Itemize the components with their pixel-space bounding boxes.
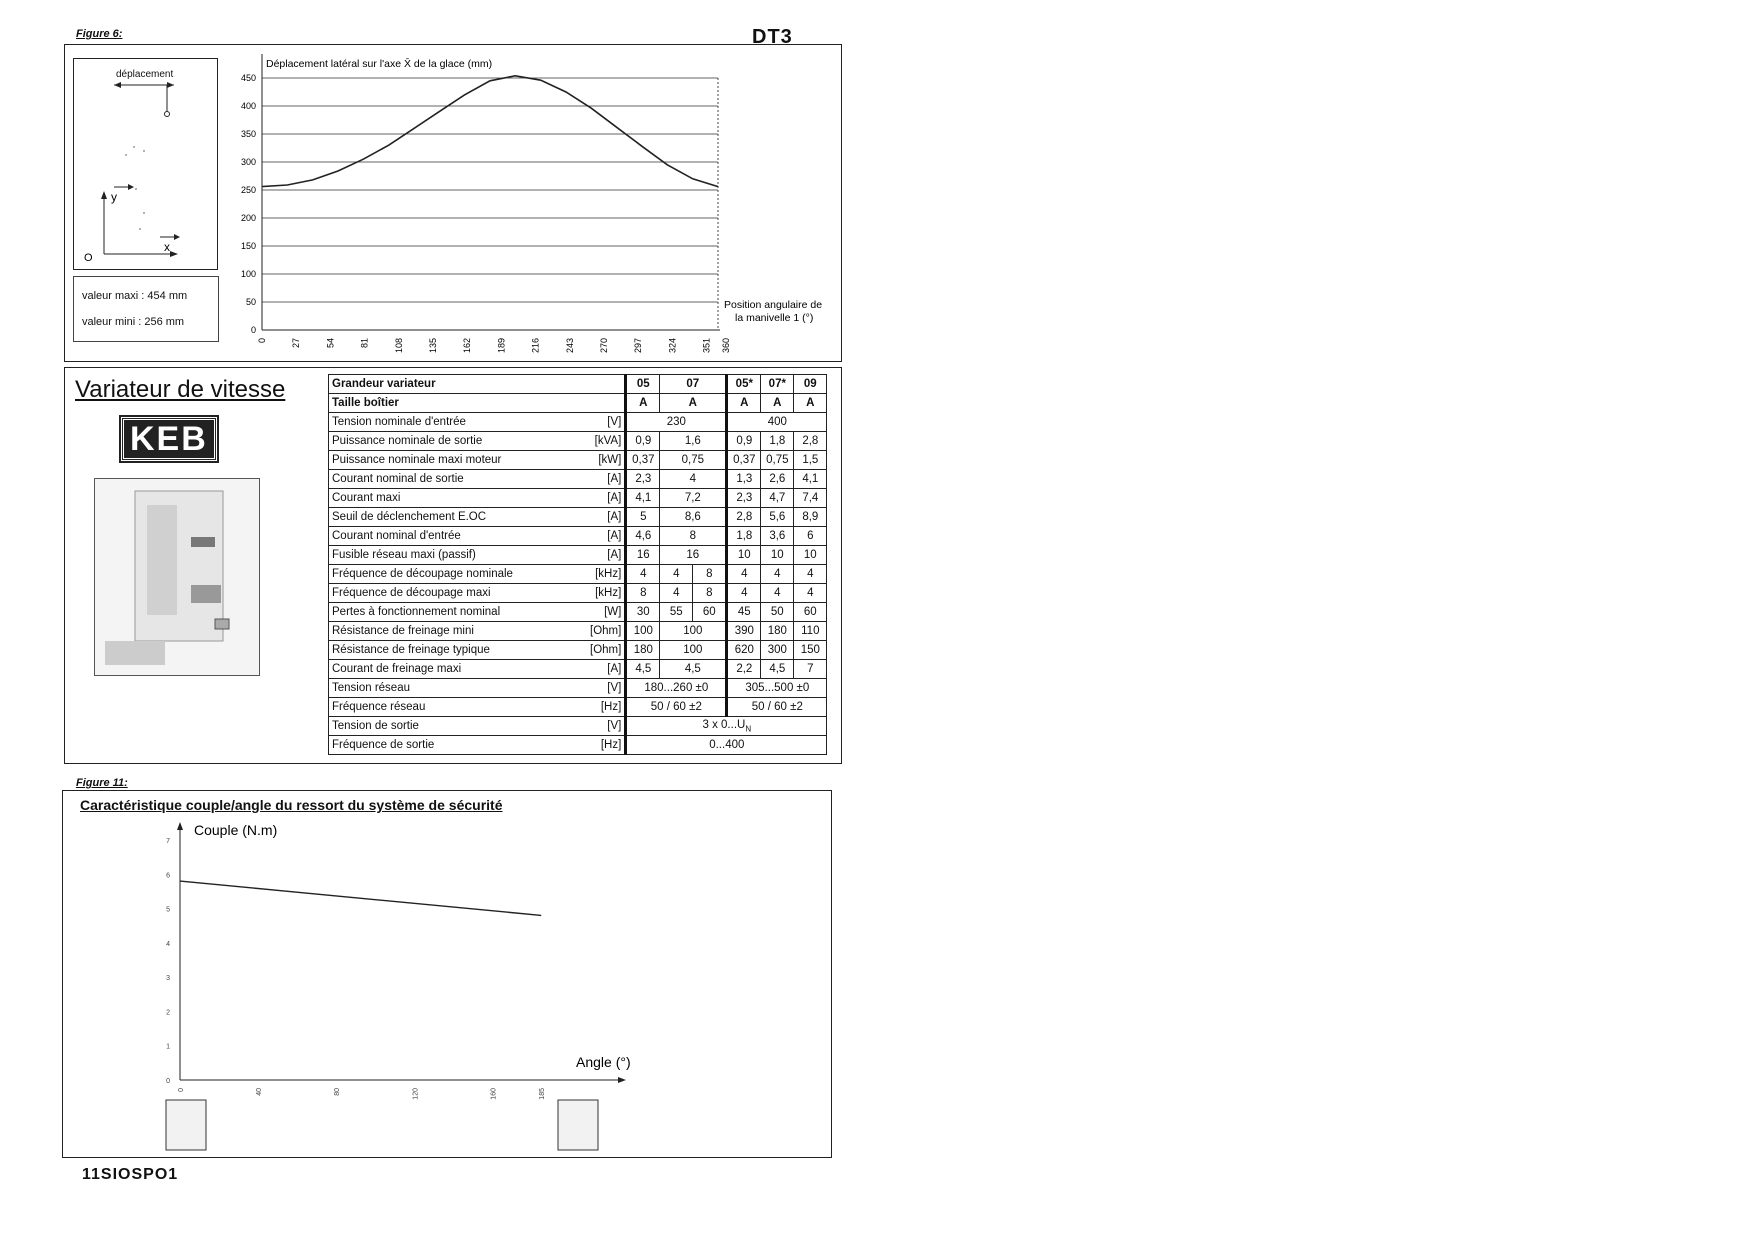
spec-value: 4	[794, 584, 827, 603]
spec-row	[329, 736, 827, 755]
spec-value: 2,2	[727, 660, 761, 679]
spec-row	[329, 527, 827, 546]
spec-parameter: Fréquence de découpage maxi	[329, 584, 588, 603]
x-tick-label: 0	[257, 338, 267, 344]
spec-value: 16	[660, 546, 727, 565]
spec-value: 6	[794, 527, 827, 546]
spec-value: A	[727, 394, 761, 413]
spec-unit: [kHz]	[587, 565, 626, 584]
spec-value: 0,37	[727, 451, 761, 470]
spec-row	[329, 546, 827, 565]
spec-unit: [A]	[587, 508, 626, 527]
spec-unit: [V]	[587, 413, 626, 432]
torque-y-tick: 0	[166, 1078, 170, 1085]
spec-value: 2,8	[794, 432, 827, 451]
spec-value: 1,8	[761, 432, 794, 451]
torque-y-title: Couple (N.m)	[194, 822, 278, 838]
spec-value: 07*	[761, 375, 794, 394]
spec-value: 4	[727, 565, 761, 584]
spec-value: 4,1	[626, 489, 660, 508]
spec-value: 50 / 60 ±2	[626, 698, 727, 717]
spec-value: 8,6	[660, 508, 727, 527]
spec-parameter: Pertes à fonctionnement nominal	[329, 603, 588, 622]
spec-value: 4	[660, 565, 693, 584]
spec-value: 180...260 ±0	[626, 679, 727, 698]
x-tick-label: 324	[667, 338, 678, 354]
torque-x-title: Angle (°)	[576, 1054, 631, 1070]
spec-row	[329, 375, 827, 394]
y-tick-label: 0	[250, 325, 256, 335]
spec-unit: [V]	[587, 679, 626, 698]
spec-value: 2,8	[727, 508, 761, 527]
spec-value: 8	[693, 584, 727, 603]
spec-value: 1,5	[794, 451, 827, 470]
y-tick-label: 100	[240, 269, 256, 279]
x-tick-label: 108	[393, 338, 404, 354]
spec-value: 09	[794, 375, 827, 394]
x-tick-label: 297	[633, 338, 644, 354]
spec-value: 7,4	[794, 489, 827, 508]
spec-value: 4,7	[761, 489, 794, 508]
spec-unit: [A]	[587, 527, 626, 546]
spec-value: 2,3	[727, 489, 761, 508]
spec-unit: [Ohm]	[587, 622, 626, 641]
x-tick-label: 270	[599, 338, 609, 354]
spec-parameter: Fréquence de sortie	[329, 736, 588, 755]
spec-value: A	[626, 394, 660, 413]
torque-x-tick: 0	[178, 1088, 185, 1092]
x-tick-label: 216	[530, 338, 541, 354]
y-tick-label: 350	[240, 129, 256, 139]
spec-value: 0,9	[727, 432, 761, 451]
spec-row	[329, 508, 827, 527]
spec-parameter: Courant nominal d'entrée	[329, 527, 588, 546]
variateur-title: Variateur de vitesse	[75, 376, 286, 403]
displacement-curve	[262, 76, 718, 187]
spec-row	[329, 451, 827, 470]
spec-unit: [kVA]	[587, 432, 626, 451]
spec-value: 5	[626, 508, 660, 527]
spec-parameter: Tension de sortie	[329, 717, 588, 736]
spec-value: 07	[660, 375, 727, 394]
spec-value: 05*	[727, 375, 761, 394]
torque-y-tick: 7	[166, 838, 170, 845]
spec-row	[329, 717, 827, 736]
origin-label: O	[84, 252, 93, 264]
spec-unit: [A]	[587, 489, 626, 508]
x-tick-label: 54	[325, 338, 336, 349]
product-photo	[94, 478, 260, 676]
y-tick-label: 250	[240, 185, 256, 195]
spec-unit	[587, 375, 626, 394]
spec-row	[329, 641, 827, 660]
spec-value: A	[794, 394, 827, 413]
torque-y-tick: 5	[166, 906, 170, 914]
spec-unit: [V]	[587, 717, 626, 736]
spec-value: 4	[727, 584, 761, 603]
x-axis-letter: x	[164, 240, 170, 254]
spec-row	[329, 584, 827, 603]
spec-row	[329, 603, 827, 622]
spec-value: 305...500 ±0	[727, 679, 827, 698]
spec-value: 30	[626, 603, 660, 622]
spec-value: 3 x $0...U_N$	[626, 717, 827, 736]
spec-value: 45	[727, 603, 761, 622]
torque-y-tick: 1	[166, 1043, 170, 1051]
document-tag: DT3	[752, 26, 793, 48]
spec-value: 2,6	[761, 470, 794, 489]
spec-value: 8	[693, 565, 727, 584]
torque-y-tick: 2	[166, 1009, 170, 1017]
spec-value: 4,5	[660, 660, 727, 679]
spec-row	[329, 413, 827, 432]
spec-unit: [kW]	[587, 451, 626, 470]
torque-x-tick: 120	[412, 1088, 420, 1100]
spec-value: 10	[727, 546, 761, 565]
spec-unit: [A]	[587, 546, 626, 565]
spec-value: 8	[660, 527, 727, 546]
spec-value: 400	[727, 413, 827, 432]
spec-value: 4	[660, 584, 693, 603]
diagram-drawing	[74, 59, 219, 271]
y-tick-label: 50	[245, 297, 256, 307]
spec-value: 100	[660, 641, 727, 660]
spec-value: 1,8	[727, 527, 761, 546]
spec-value: 0...400	[626, 736, 827, 755]
spec-row	[329, 489, 827, 508]
displacement-chart	[230, 48, 842, 360]
spec-unit: [Ohm]	[587, 641, 626, 660]
spec-row	[329, 679, 827, 698]
spec-value: 100	[626, 622, 660, 641]
spec-parameter: Fusible réseau maxi (passif)	[329, 546, 588, 565]
spec-value: 0,75	[660, 451, 727, 470]
x-tick-label: 360	[721, 338, 731, 354]
x-tick-label: 189	[496, 338, 507, 354]
x-axis-title-line1: Position angulaire de	[724, 299, 823, 311]
y-tick-label: 200	[240, 213, 256, 223]
spec-row	[329, 698, 827, 717]
spec-row	[329, 622, 827, 641]
figure6-label: Figure 6:	[76, 28, 123, 40]
spec-row	[329, 565, 827, 584]
spec-value: 180	[626, 641, 660, 660]
figure11-label: Figure 11:	[76, 777, 128, 789]
spec-table	[328, 374, 827, 755]
spec-parameter: Résistance de freinage mini	[329, 622, 588, 641]
spec-value: A	[660, 394, 727, 413]
max-value-label: valeur maxi : 454 mm	[82, 290, 188, 302]
x-tick-label: 243	[564, 338, 575, 354]
spec-value: 0,75	[761, 451, 794, 470]
spec-value: 8,9	[794, 508, 827, 527]
spec-value: 4,5	[626, 660, 660, 679]
spec-value: 390	[727, 622, 761, 641]
spec-parameter: Grandeur variateur	[329, 375, 588, 394]
spring-drawing-start	[166, 1100, 206, 1150]
spec-value: 150	[794, 641, 827, 660]
spec-value: 100	[660, 622, 727, 641]
spec-value: 4,6	[626, 527, 660, 546]
spec-value: 50 / 60 ±2	[727, 698, 827, 717]
spec-parameter: Puissance nominale de sortie	[329, 432, 588, 451]
spec-value: 8	[626, 584, 660, 603]
spec-value: 50	[761, 603, 794, 622]
spec-value: 1,6	[660, 432, 727, 451]
spec-value: 4	[794, 565, 827, 584]
spec-parameter: Résistance de freinage typique	[329, 641, 588, 660]
spec-unit: [kHz]	[587, 584, 626, 603]
spec-unit: [W]	[587, 603, 626, 622]
torque-y-tick: 3	[166, 975, 170, 983]
x-tick-label: 162	[462, 338, 473, 354]
spec-row	[329, 470, 827, 489]
torque-chart	[150, 818, 650, 1158]
y-tick-label: 300	[240, 157, 256, 167]
spec-value: 60	[794, 603, 827, 622]
spec-unit: [A]	[587, 660, 626, 679]
x-tick-label: 27	[291, 338, 302, 349]
spec-value: 4	[761, 584, 794, 603]
displacement-label: déplacement	[116, 69, 174, 80]
torque-x-tick: 160	[490, 1088, 498, 1100]
spec-parameter: Courant nominal de sortie	[329, 470, 588, 489]
spec-parameter: Tension nominale d'entrée	[329, 413, 588, 432]
torque-y-tick: 6	[166, 872, 170, 880]
spec-parameter: Fréquence réseau	[329, 698, 588, 717]
spec-value: 4	[761, 565, 794, 584]
spec-value: 7	[794, 660, 827, 679]
figure11-title: Caractéristique couple/angle du ressort du système de sécurité	[80, 797, 503, 813]
torque-x-tick: 80	[334, 1088, 342, 1096]
y-axis-letter: y	[111, 190, 117, 204]
spec-parameter: Taille boîtier	[329, 394, 588, 413]
spec-value: 7,2	[660, 489, 727, 508]
spec-table-container	[328, 374, 827, 755]
spec-parameter: Courant de freinage maxi	[329, 660, 588, 679]
x-tick-label: 81	[359, 338, 370, 349]
spec-value: 60	[693, 603, 727, 622]
spec-value: 4	[660, 470, 727, 489]
x-axis-title-line2: la manivelle 1 (°)	[735, 312, 814, 324]
spec-value: 620	[727, 641, 761, 660]
spec-parameter: Puissance nominale maxi moteur	[329, 451, 588, 470]
spec-value: 4,5	[761, 660, 794, 679]
spec-row	[329, 432, 827, 451]
spec-value: 0,9	[626, 432, 660, 451]
spec-parameter: Courant maxi	[329, 489, 588, 508]
spec-row	[329, 660, 827, 679]
spec-value: 10	[794, 546, 827, 565]
spec-value: A	[761, 394, 794, 413]
spec-unit	[587, 394, 626, 413]
torque-y-tick: 4	[166, 940, 170, 948]
x-tick-label: 135	[428, 338, 438, 354]
mechanism-diagram	[73, 58, 218, 270]
keb-logo-text: KEB	[121, 417, 217, 461]
spec-parameter: Seuil de déclenchement E.OC	[329, 508, 588, 527]
y-tick-label: 150	[240, 241, 256, 251]
torque-x-tick: 185	[539, 1088, 547, 1100]
spring-drawing-end	[558, 1100, 598, 1150]
spec-value: 4,1	[794, 470, 827, 489]
spec-value: 0,37	[626, 451, 660, 470]
footer-code: 11SIOSPO1	[82, 1166, 179, 1183]
y-tick-label: 450	[240, 73, 256, 83]
spec-value: 55	[660, 603, 693, 622]
spec-value: 110	[794, 622, 827, 641]
spec-row	[329, 394, 827, 413]
spec-value: 300	[761, 641, 794, 660]
spec-value: 10	[761, 546, 794, 565]
spec-value: 2,3	[626, 470, 660, 489]
spec-value: 1,3	[727, 470, 761, 489]
spec-value: 05	[626, 375, 660, 394]
torque-curve	[180, 881, 541, 915]
min-value-label: valeur mini : 256 mm	[82, 316, 185, 328]
x-tick-label: 351	[701, 338, 712, 354]
spec-value: 3,6	[761, 527, 794, 546]
spec-value: 230	[626, 413, 727, 432]
extremes-legend	[73, 276, 219, 342]
spec-value: 5,6	[761, 508, 794, 527]
spec-value: 180	[761, 622, 794, 641]
spec-unit: [Hz]	[587, 736, 626, 755]
keb-logo	[121, 420, 217, 459]
spec-unit: [Hz]	[587, 698, 626, 717]
spec-unit: [A]	[587, 470, 626, 489]
chart6-title: Déplacement latéral sur l'axe X̄ de la glace (mm)	[266, 58, 493, 70]
spec-parameter: Tension réseau	[329, 679, 588, 698]
y-tick-label: 400	[240, 101, 256, 111]
spec-parameter: Fréquence de découpage nominale	[329, 565, 588, 584]
spec-value: 4	[626, 565, 660, 584]
torque-x-tick: 40	[256, 1088, 264, 1096]
spec-value: 16	[626, 546, 660, 565]
